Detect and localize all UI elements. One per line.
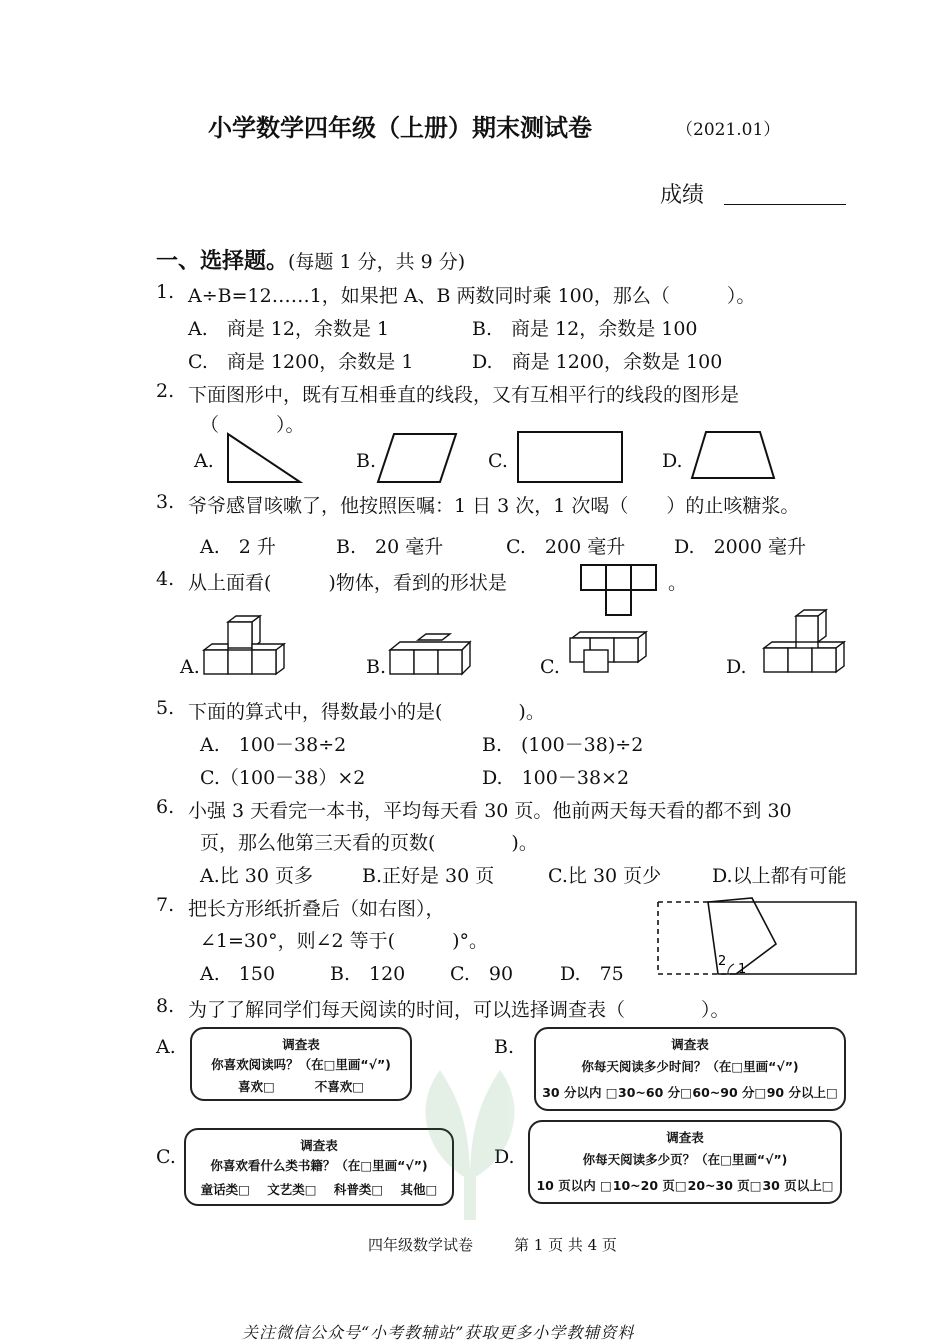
survey-choice[interactable]: 喜欢□	[237, 1079, 275, 1094]
q1-text: A÷B=12……1，如果把 A、B 两数同时乘 100，那么（ ）。	[188, 285, 756, 307]
footer-page-number: 第 1 页 共 4 页	[514, 1236, 617, 1254]
q3-option-c: C. 200 毫升	[506, 536, 626, 558]
section-heading-text: 一、选择题。	[156, 249, 289, 274]
q4-period: 。	[668, 572, 688, 594]
survey-choice[interactable]: 童话类□	[200, 1182, 250, 1197]
q5-option-b: B. (100－38)÷2	[482, 734, 644, 756]
q5-option-c: C.（100－38）×2	[200, 767, 366, 789]
survey-question: 你喜欢看什么类书籍？（在□里画“√”)	[210, 1158, 428, 1173]
survey-choice[interactable]: 不喜欢□	[314, 1079, 365, 1094]
q8-survey-d	[528, 1120, 842, 1204]
q3-number: 3.	[156, 491, 175, 513]
score-blank[interactable]	[724, 204, 846, 205]
q7-angle-2-label: 2	[718, 954, 727, 969]
q6-number: 6.	[156, 796, 175, 818]
q4-cube-figure-a	[202, 614, 288, 676]
q3-option-b: B. 20 毫升	[336, 536, 444, 558]
q6-option-a: A.比 30 页多	[200, 865, 314, 887]
q4-option-b-label: B.	[366, 656, 387, 678]
q8-number: 8.	[156, 995, 175, 1017]
q8-option-b-label: B.	[494, 1036, 515, 1058]
section-heading	[156, 244, 465, 275]
survey-choice[interactable]: 10 页以内 □	[536, 1178, 612, 1193]
survey-choice[interactable]: 10~20 页□	[612, 1178, 687, 1193]
q4-cube-figure-b	[388, 630, 474, 676]
q5-text: 下面的算式中，得数最小的是( )。	[188, 701, 545, 723]
section-note: (每题 1 分，共 9 分)	[288, 251, 466, 273]
survey-question: 你每天阅读多少页？（在□里画“√”)	[582, 1152, 788, 1167]
q7-angle-1-label: 1	[738, 962, 747, 977]
q8-option-a-label: A.	[156, 1036, 176, 1058]
survey-choice[interactable]: 30 页以上□	[762, 1178, 834, 1193]
q5-number: 5.	[156, 697, 175, 719]
footer-exam-name: 四年级数学试卷	[368, 1236, 474, 1254]
q4-text: 从上面看( )物体，看到的形状是	[188, 572, 507, 594]
q8-survey-b	[534, 1027, 846, 1111]
survey-title: 调查表	[300, 1138, 338, 1153]
q2-rectangle-figure	[516, 430, 626, 484]
survey-choice[interactable]: 科普类□	[333, 1182, 384, 1197]
q4-cube-figure-c	[566, 630, 652, 676]
q4-number: 4.	[156, 568, 175, 590]
q7-number: 7.	[156, 894, 175, 916]
q1-option-a: A. 商是 12，余数是 1	[188, 318, 390, 340]
q5-option-d: D. 100－38×2	[482, 767, 630, 789]
q2-option-d-label: D.	[662, 450, 683, 472]
q6-text-line2: 页，那么他第三天看的页数( )。	[200, 832, 538, 854]
q2-answer-blank: （ ）。	[200, 414, 305, 436]
q8-option-d-label: D.	[494, 1146, 515, 1168]
promo-banner: 关注微信公众号“小考教辅站”获取更多小学教辅资料	[242, 1323, 635, 1342]
q2-option-a-label: A.	[194, 450, 214, 472]
survey-choice[interactable]: 90 分以上□	[766, 1085, 838, 1100]
survey-choice[interactable]: 文艺类□	[267, 1182, 317, 1197]
q7-text-line2: ∠1=30°，则∠2 等于( )°。	[200, 930, 488, 952]
survey-choice[interactable]: 60~90 分□	[692, 1085, 767, 1100]
survey-title: 调查表	[671, 1037, 709, 1052]
q4-option-c-label: C.	[540, 656, 560, 678]
q1-number: 1.	[156, 281, 175, 303]
q7-option-a: A. 150	[200, 963, 276, 985]
q7-text: 把长方形纸折叠后（如右图），	[188, 898, 445, 920]
q5-option-a: A. 100－38÷2	[200, 734, 347, 756]
survey-question: 你每天阅读多少时间？（在□里画“√”)	[581, 1059, 799, 1074]
q7-option-b: B. 120	[330, 963, 406, 985]
survey-choice[interactable]: 其他□	[400, 1182, 438, 1197]
q2-triangle-figure	[224, 432, 304, 484]
survey-choice[interactable]: 30~60 分□	[618, 1085, 692, 1100]
q8-option-c-label: C.	[156, 1146, 176, 1168]
q2-number: 2.	[156, 380, 175, 402]
survey-question: 你喜欢阅读吗？（在□里画“√”)	[211, 1057, 391, 1072]
q6-text: 小强 3 天看完一本书，平均每天看 30 页。他前两天每天看的都不到 30	[188, 800, 792, 822]
q7-folded-paper-figure	[654, 896, 860, 978]
survey-choice[interactable]: 30 分以内 □	[542, 1085, 618, 1100]
watermark-logo	[370, 1030, 570, 1230]
q4-cube-figure-d	[762, 608, 848, 676]
q4-option-a-label: A.	[180, 656, 200, 678]
survey-title: 调查表	[666, 1130, 704, 1145]
q3-option-d: D. 2000 毫升	[674, 536, 806, 558]
q6-option-c: C.比 30 页少	[548, 865, 662, 887]
q1-option-d: D. 商是 1200，余数是 100	[472, 351, 723, 373]
q3-option-a: A. 2 升	[200, 536, 276, 558]
page-title: 小学数学四年级（上册）期末测试卷	[208, 114, 592, 142]
q2-option-c-label: C.	[488, 450, 508, 472]
q4-option-d-label: D.	[726, 656, 747, 678]
q1-option-b: B. 商是 12，余数是 100	[472, 318, 698, 340]
q6-option-b: B.正好是 30 页	[362, 865, 495, 887]
q3-text: 爷爷感冒咳嗽了，他按照医嘱：1 日 3 次，1 次喝（ ）的止咳糖浆。	[188, 495, 800, 517]
exam-date: （2021.01）	[676, 120, 781, 140]
q8-text: 为了了解同学们每天阅读的时间，可以选择调查表（ ）。	[188, 999, 730, 1021]
survey-title: 调查表	[282, 1037, 320, 1052]
score-label: 成绩	[660, 183, 705, 208]
q6-option-d: D.以上都有可能	[712, 865, 847, 887]
q2-parallelogram-figure	[376, 432, 460, 484]
survey-choice[interactable]: 20~30 页□	[687, 1178, 762, 1193]
q2-trapezoid-figure	[690, 430, 778, 482]
q7-option-c: C. 90	[450, 963, 514, 985]
q7-option-d: D. 75	[560, 963, 624, 985]
q4-top-view-figure	[580, 564, 658, 616]
q2-option-b-label: B.	[356, 450, 377, 472]
q2-text: 下面图形中，既有互相垂直的线段，又有互相平行的线段的图形是	[188, 384, 740, 406]
q1-option-c: C. 商是 1200，余数是 1	[188, 351, 414, 373]
